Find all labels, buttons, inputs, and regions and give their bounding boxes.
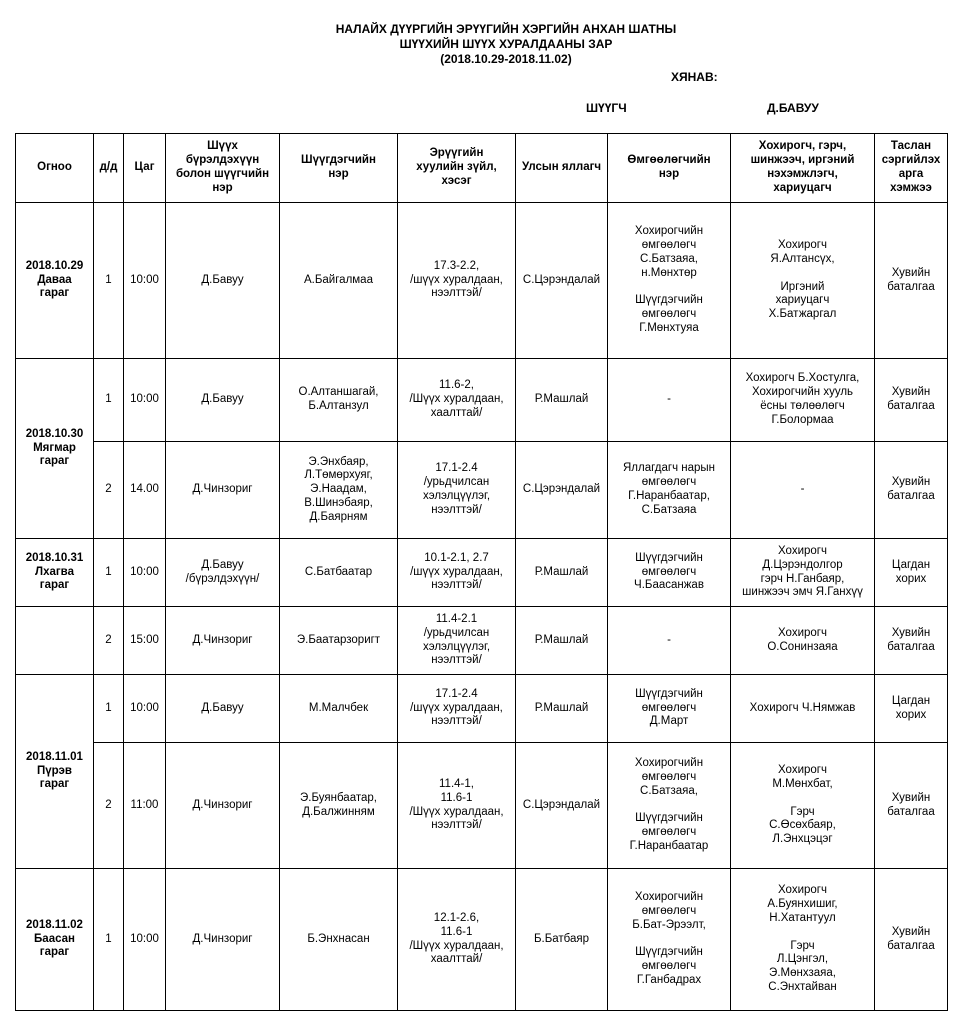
measure-cell: Хувийн баталгаа (875, 869, 948, 1011)
article-cell: 11.6-2, /Шүүх хуралдаан, хаалттай/ (398, 359, 516, 442)
defendant-cell: С.Батбаатар (280, 539, 398, 607)
prosecutor-cell: С.Цэрэндалай (516, 203, 608, 359)
number-cell: 1 (94, 203, 124, 359)
date-cell: 2018.11.01 Пүрэв гараг (16, 675, 94, 869)
date-cell: 2018.10.31 Лхагва гараг (16, 539, 94, 607)
judge-name: Д.БАВУУ (767, 101, 819, 115)
col-criminal-article: Эрүүгийн хуулийн зүйл, хэсэг (398, 134, 516, 203)
prosecutor-cell: Б.Батбаяр (516, 869, 608, 1011)
measure-cell: Хувийн баталгаа (875, 203, 948, 359)
prosecutor-cell: Р.Машлай (516, 359, 608, 442)
col-court-composition: Шүүх бүрэлдэхүүн болон шүүгчийн нэр (166, 134, 280, 203)
prosecutor-cell: Р.Машлай (516, 607, 608, 675)
document-subtitle: ШҮҮХИЙН ШҮҮХ ХУРАЛДААНЫ ЗАР (399, 37, 613, 51)
table-row (16, 607, 948, 675)
judge-cell: Д.Бавуу /бүрэлдэхүүн/ (166, 539, 280, 607)
article-cell: 11.4-2.1 /урьдчилсан хэлэлцүүлэг, нээлттэй/ (398, 607, 516, 675)
table-row (16, 675, 948, 743)
number-cell: 1 (94, 675, 124, 743)
prosecutor-cell: С.Цэрэндалай (516, 743, 608, 869)
header-row (16, 134, 948, 203)
prosecutor-cell: С.Цэрэндалай (516, 442, 608, 539)
victim-cell: Хохирогч Ч.Нямжав (731, 675, 875, 743)
col-lawyer: Өмгөөлөгчийн нэр (608, 134, 731, 203)
measure-cell: Хувийн баталгаа (875, 607, 948, 675)
defendant-cell: Э.Буянбаатар, Д.Балжинням (280, 743, 398, 869)
date-cell (16, 607, 94, 675)
approve-label: ХЯНАВ: (671, 70, 718, 84)
judge-cell: Д.Чинзориг (166, 607, 280, 675)
judge-cell: Д.Бавуу (166, 675, 280, 743)
number-cell: 1 (94, 869, 124, 1011)
article-cell: 17.1-2.4 /шүүх хуралдаан, нээлттэй/ (398, 675, 516, 743)
number-cell: 1 (94, 539, 124, 607)
article-cell: 11.4-1, 11.6-1 /Шүүх хуралдаан, нээлттэй/ (398, 743, 516, 869)
col-victim-witness: Хохирогч, гэрч, шинжээч, иргэний нэхэмжлэгч, хариуцагч (731, 134, 875, 203)
table-row (16, 359, 948, 442)
defendant-cell: М.Малчбек (280, 675, 398, 743)
victim-cell: Хохирогч М.Мөнхбат, Гэрч С.Өсөхбаяр, Л.Энхцэцэг (731, 743, 875, 869)
lawyer-cell: Шүүгдэгчийн өмгөөлөгч Д.Март (608, 675, 731, 743)
article-cell: 17.1-2.4 /урьдчилсан хэлэлцүүлэг, нээлттэй/ (398, 442, 516, 539)
time-cell: 11:00 (124, 743, 166, 869)
prosecutor-cell: Р.Машлай (516, 675, 608, 743)
col-time: Цаг (124, 134, 166, 203)
number-cell: 2 (94, 743, 124, 869)
table-row (16, 539, 948, 607)
number-cell: 1 (94, 359, 124, 442)
time-cell: 10:00 (124, 869, 166, 1011)
col-preventive-measure: Таслан сэргийлэх арга хэмжээ (875, 134, 948, 203)
defendant-cell: Э.Баатарзоригт (280, 607, 398, 675)
document-title: НАЛАЙХ ДҮҮРГИЙН ЭРҮҮГИЙН ХЭРГИЙН АНХАН ШАТНЫ (335, 22, 677, 36)
document-period: (2018.10.29-2018.11.02) (440, 52, 572, 66)
lawyer-cell: Яллагдагч нарын өмгөөлөгч Г.Наранбаатар, С.Батзаяа (608, 442, 731, 539)
victim-cell: - (731, 442, 875, 539)
measure-cell: Цагдан хорих (875, 675, 948, 743)
measure-cell: Хувийн баталгаа (875, 743, 948, 869)
judge-cell: Д.Чинзориг (166, 869, 280, 1011)
lawyer-cell: Хохирогчийн өмгөөлөгч С.Батзаяа, Шүүгдэгчийн өмгөөлөгч Г.Наранбаатар (608, 743, 731, 869)
article-cell: 12.1-2.6, 11.6-1 /Шүүх хуралдаан, хаалттай/ (398, 869, 516, 1011)
judge-cell: Д.Чинзориг (166, 743, 280, 869)
judge-cell: Д.Бавуу (166, 359, 280, 442)
defendant-cell: Б.Энхнасан (280, 869, 398, 1011)
table-row (16, 743, 948, 869)
victim-cell: Хохирогч О.Сонинзаяа (731, 607, 875, 675)
table-row (16, 203, 948, 359)
number-cell: 2 (94, 607, 124, 675)
date-cell: 2018.11.02 Баасан гараг (16, 869, 94, 1011)
judge-label: ШҮҮГЧ (586, 101, 627, 115)
defendant-cell: О.Алтаншагай, Б.Алтанзул (280, 359, 398, 442)
judge-cell: Д.Чинзориг (166, 442, 280, 539)
defendant-cell: Э.Энхбаяр, Л.Төмөрхуяг, Э.Наадам, В.Шинэбаяр, Д.Баярням (280, 442, 398, 539)
date-cell: 2018.10.30 Мягмар гараг (16, 359, 94, 539)
victim-cell: Хохирогч Д.Цэрэндолгор гэрч Н.Ганбаяр, шинжээч эмч Я.Ганхүү (731, 539, 875, 607)
victim-cell: Хохирогч Я.Алтансүх, Иргэний хариуцагч Х.Батжаргал (731, 203, 875, 359)
col-prosecutor: Улсын яллагч (516, 134, 608, 203)
hearing-schedule-table (15, 133, 948, 1011)
time-cell: 10:00 (124, 359, 166, 442)
date-cell: 2018.10.29 Даваа гараг (16, 203, 94, 359)
lawyer-cell: - (608, 359, 731, 442)
number-cell: 2 (94, 442, 124, 539)
time-cell: 10:00 (124, 203, 166, 359)
col-date: Огноо (16, 134, 94, 203)
article-cell: 10.1-2.1, 2.7 /шүүх хуралдаан, нээлттэй/ (398, 539, 516, 607)
article-cell: 17.3-2.2, /шүүх хуралдаан, нээлттэй/ (398, 203, 516, 359)
col-defendant: Шүүгдэгчийн нэр (280, 134, 398, 203)
table-row (16, 442, 948, 539)
measure-cell: Хувийн баталгаа (875, 359, 948, 442)
judge-cell: Д.Бавуу (166, 203, 280, 359)
defendant-cell: А.Байгалмаа (280, 203, 398, 359)
lawyer-cell: Хохирогчийн өмгөөлөгч С.Батзаяа, н.Мөнхтөр Шүүгдэгчийн өмгөөлөгч Г.Мөнхтуяа (608, 203, 731, 359)
table-row (16, 869, 948, 1011)
victim-cell: Хохирогч Б.Хостулга, Хохирогчийн хууль ёсны төлөөлөгч Г.Болормаа (731, 359, 875, 442)
prosecutor-cell: Р.Машлай (516, 539, 608, 607)
lawyer-cell: Шүүгдэгчийн өмгөөлөгч Ч.Баасанжав (608, 539, 731, 607)
lawyer-cell: - (608, 607, 731, 675)
col-number: д/д (94, 134, 124, 203)
time-cell: 10:00 (124, 675, 166, 743)
measure-cell: Цагдан хорих (875, 539, 948, 607)
measure-cell: Хувийн баталгаа (875, 442, 948, 539)
time-cell: 15:00 (124, 607, 166, 675)
time-cell: 14.00 (124, 442, 166, 539)
victim-cell: Хохирогч А.Буянхишиг, Н.Хатантуул Гэрч Л.Цэнгэл, Э.Мөнхзаяа, С.Энхтайван (731, 869, 875, 1011)
lawyer-cell: Хохирогчийн өмгөөлөгч Б.Бат-Эрээлт, Шүүгдэгчийн өмгөөлөгч Г.Ганбадрах (608, 869, 731, 1011)
time-cell: 10:00 (124, 539, 166, 607)
